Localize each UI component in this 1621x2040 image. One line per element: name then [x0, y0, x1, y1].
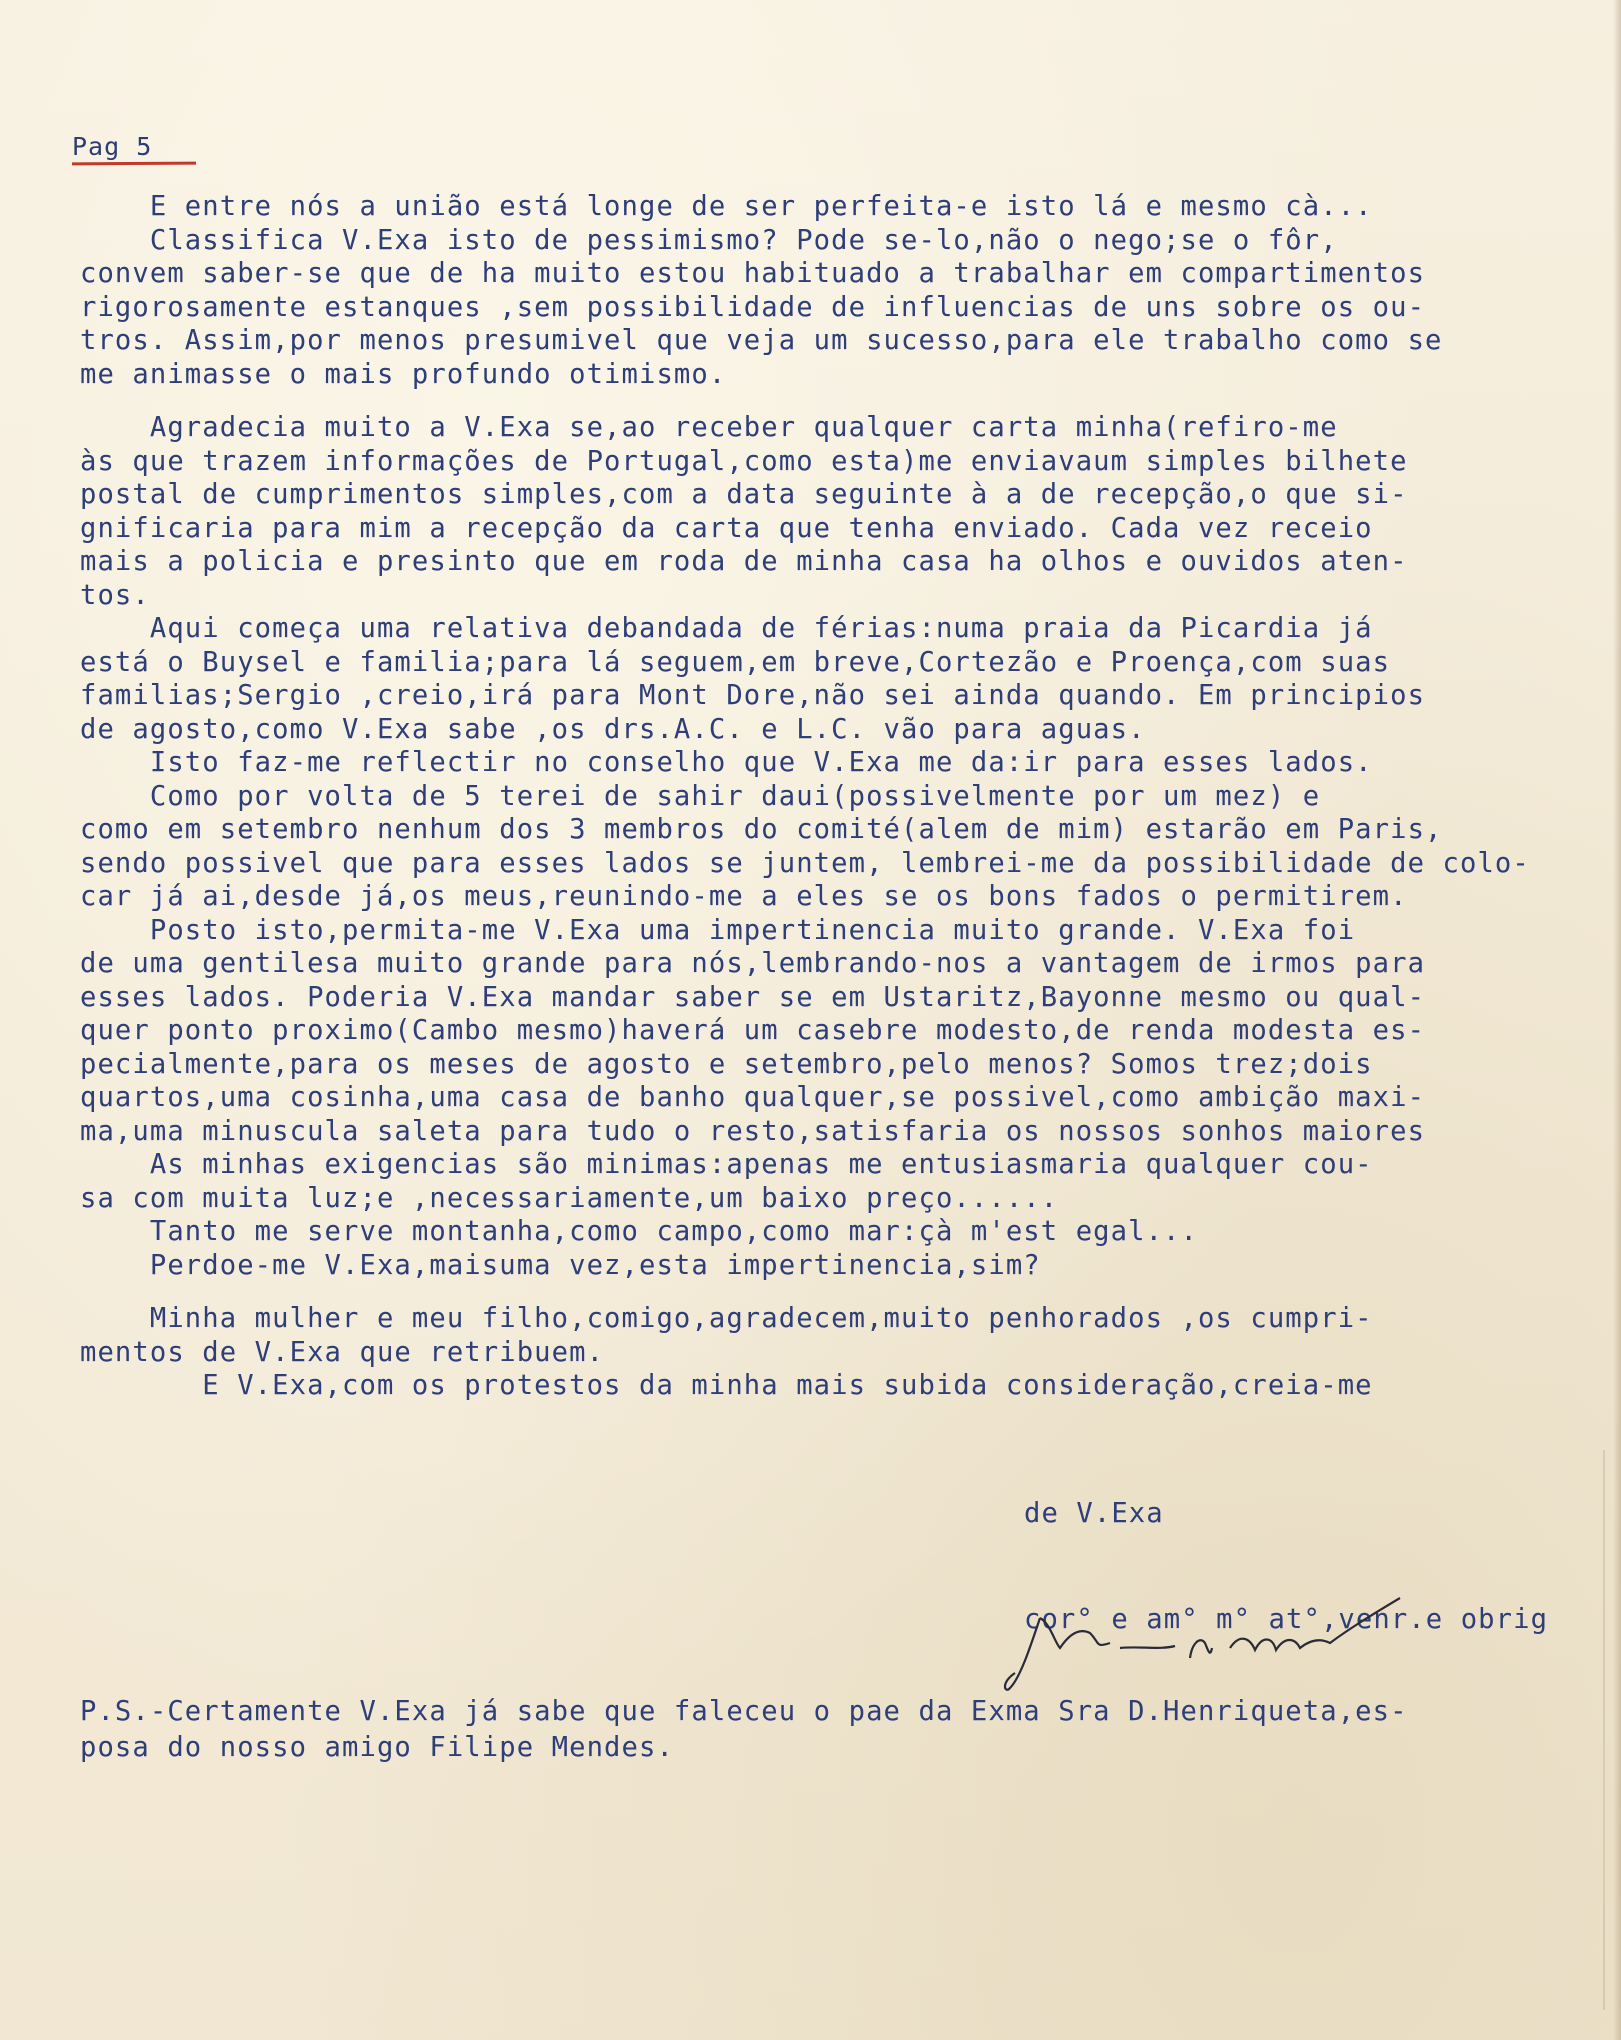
body-line: Perdoe-me V.Exa,maisuma vez,esta impertinencia,sim?	[80, 1249, 1041, 1281]
body-line: E V.Exa,com os protestos da minha mais subida consideração,creia-me	[80, 1370, 1373, 1401]
body-line: de agosto,como V.Exa sabe ,os drs.A.C. e L.C. vão para aguas.	[80, 713, 1146, 745]
body-line: ma,uma minuscula saleta para tudo o resto,satisfaria os nossos sonhos maiores	[80, 1115, 1426, 1147]
closing-line-1: de V.Exa	[1024, 1498, 1164, 1529]
body-line: quer ponto proximo(Cambo mesmo)haverá um casebre modesto,de renda modesta es-	[80, 1015, 1426, 1046]
body-line: tros. Assim,por menos presumivel que veja um sucesso,para ele trabalho como se	[80, 325, 1443, 356]
body-line: Tanto me serve montanha,como campo,como mar:çà m'est egal...	[80, 1216, 1198, 1247]
body-line: me animasse o mais profundo otimismo.	[80, 358, 727, 390]
body-line: esses lados. Poderia V.Exa mandar saber se em Ustaritz,Bayonne mesmo ou qual-	[80, 981, 1426, 1013]
body-line: familias;Sergio ,creio,irá para Mont Dore,não sei ainda quando. Em principios	[80, 680, 1426, 711]
body-line: está o Buysel e familia;para lá seguem,em breve,Cortezão e Proença,com suas	[80, 646, 1391, 678]
body-line: sa com muita luz;e ,necessariamente,um baixo preço......	[80, 1182, 1059, 1214]
body-line: tos.	[80, 579, 150, 611]
body-line: Aqui começa uma relativa debandada de férias:numa praia da Picardia já	[80, 613, 1373, 644]
body-line: E entre nós a união está longe de ser perfeita-e isto lá e mesmo cà...	[80, 191, 1373, 222]
body-line: gnificaria para mim a recepção da carta que tenha enviado. Cada vez receio	[80, 512, 1373, 544]
ps-line: P.S.-Certamente V.Exa já sabe que faleceu o pae da Exma Sra D.Henriqueta,es-	[80, 1696, 1408, 1727]
body-line: Minha mulher e meu filho,comigo,agradecem,muito penhorados ,os cumpri-	[80, 1303, 1373, 1334]
handwritten-signature	[1000, 1588, 1420, 1698]
paper-crease	[1603, 1450, 1605, 2010]
body-line: pecialmente,para os meses de agosto e setembro,pelo menos? Somos trez;dois	[80, 1048, 1373, 1080]
body-line	[80, 1282, 1620, 1302]
postscript	[80, 1694, 1408, 1766]
page-number: Pag 5	[72, 132, 153, 161]
body-line: Como por volta de 5 terei de sahir daui(possivelmente por um mez) e	[80, 780, 1321, 812]
body-line: sendo possivel que para esses lados se juntem, lembrei-me da possibilidade de colo-	[80, 847, 1530, 879]
body-line: de uma gentilesa muito grande para nós,lembrando-nos a vantagem de irmos para	[80, 948, 1426, 979]
body-line: Posto isto,permita-me V.Exa uma impertinencia muito grande. V.Exa foi	[80, 914, 1356, 946]
body-line: rigorosamente estanques ,sem possibilidade de influencias de uns sobre os ou-	[80, 291, 1426, 323]
body-line: Isto faz-me reflectir no conselho que V.Exa me da:ir para esses lados.	[80, 747, 1373, 778]
body-line: As minhas exigencias são minimas:apenas me entusiasmaria qualquer cou-	[80, 1149, 1373, 1180]
body-line: como em setembro nenhum dos 3 membros do comité(alem de mim) estarão em Paris,	[80, 814, 1443, 845]
body-line	[80, 391, 1620, 411]
body-line: convem saber-se que de ha muito estou habituado a trabalhar em compartimentos	[80, 258, 1426, 289]
body-line: às que trazem informações de Portugal,como esta)me enviavaum simples bilhete	[80, 445, 1408, 477]
page-number-underline	[72, 162, 196, 166]
ps-line: posa do nosso amigo Filipe Mendes.	[80, 1732, 674, 1763]
body-line: Agradecia muito a V.Exa se,ao receber qualquer carta minha(refiro-me	[80, 412, 1338, 443]
closing-line-2: cor° e am° m° at°,venr.e obrig	[1024, 1603, 1549, 1635]
letter-body	[80, 190, 1620, 1403]
body-line: mentos de V.Exa que retribuem.	[80, 1336, 605, 1368]
body-line: quartos,uma cosinha,uma casa de banho qualquer,se possivel,como ambição maxi-	[80, 1082, 1426, 1113]
body-line: mais a policia e presinto que em roda de minha casa ha olhos e ouvidos aten-	[80, 546, 1408, 577]
body-line: Classifica V.Exa isto de pessimismo? Pode se-lo,não o nego;se o fôr,	[80, 224, 1338, 256]
body-line: postal de cumprimentos simples,com a data seguinte à a de recepção,o que si-	[80, 479, 1408, 510]
body-line: car já ai,desde já,os meus,reunindo-me a eles se os bons fados o permitirem.	[80, 881, 1408, 912]
